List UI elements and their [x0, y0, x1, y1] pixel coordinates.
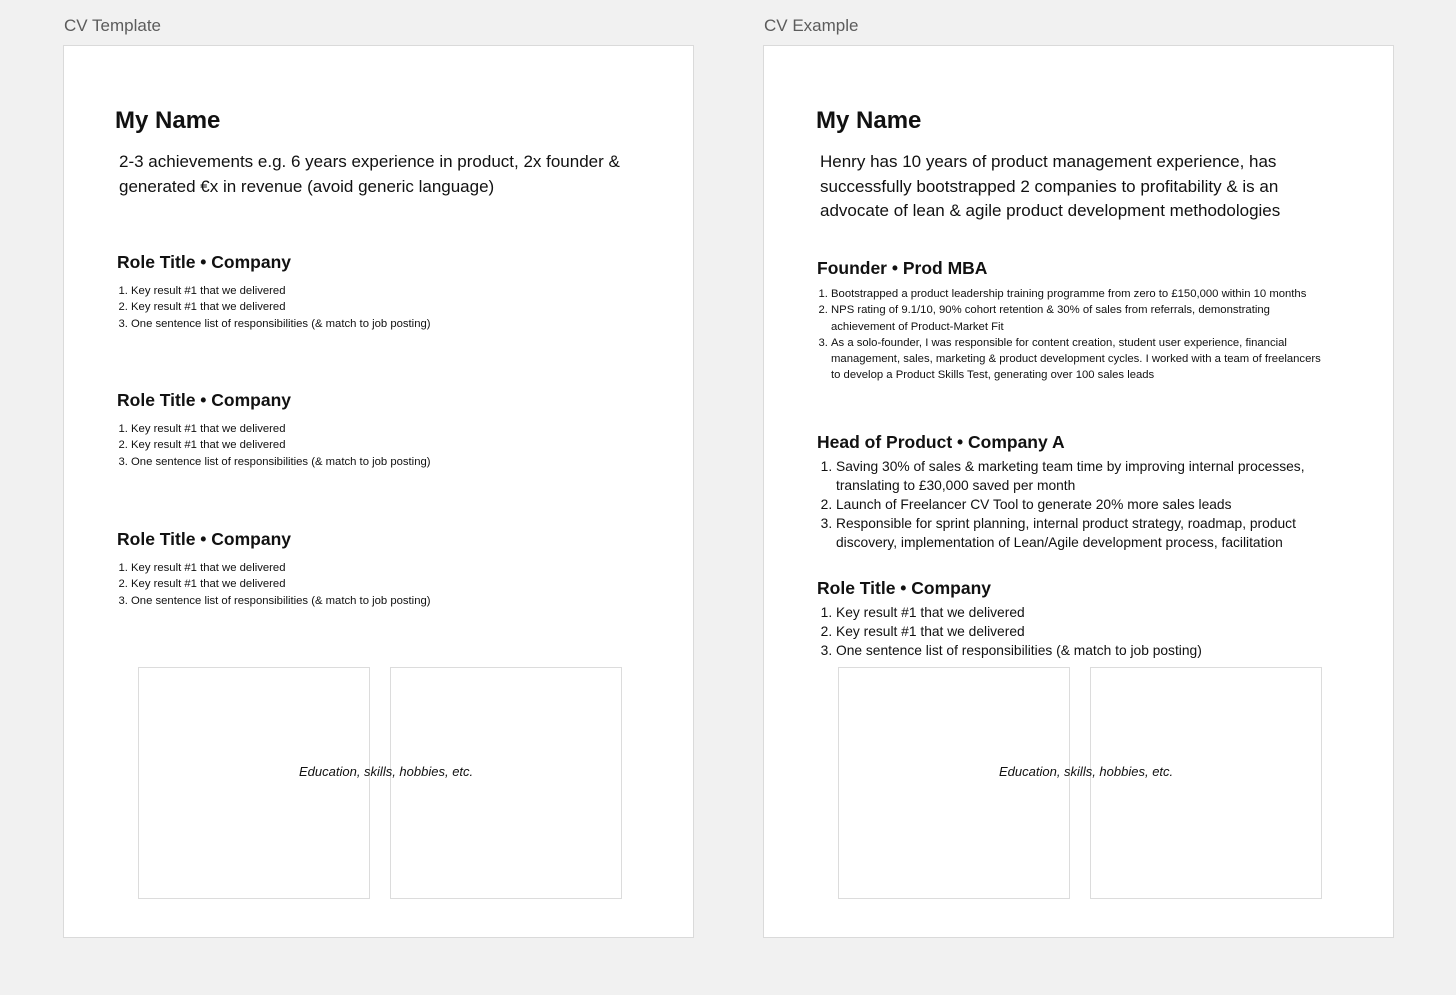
education-skills-caption: Education, skills, hobbies, etc. — [999, 764, 1174, 779]
cv-name-heading: My Name — [115, 107, 221, 134]
list-item: 2. Key result #1 that we delivered — [131, 576, 637, 592]
role-section — [117, 252, 637, 332]
education-skills-caption: Education, skills, hobbies, etc. — [299, 764, 474, 779]
role-title: Role Title • Company — [117, 529, 292, 549]
skills-box-right[interactable] — [390, 667, 622, 899]
list-item: 2. NPS rating of 9.1/10, 90% cohort retention & 30% of sales from referrals, demonstrating achievement of Product-Market Fit — [831, 302, 1327, 335]
key-results-list — [817, 286, 1327, 384]
list-item: 3. One sentence list of responsibilities (& match to job posting) — [131, 316, 637, 332]
cv-name-heading: My Name — [816, 107, 922, 134]
role-section — [117, 390, 637, 470]
list-item: 2. Key result #1 that we delivered — [836, 622, 1327, 641]
cv-template-page[interactable] — [63, 45, 694, 938]
skills-box-right[interactable] — [1090, 667, 1322, 899]
list-item: 1. Key result #1 that we delivered — [836, 603, 1327, 622]
list-item: 2. Launch of Freelancer CV Tool to generate 20% more sales leads — [836, 495, 1327, 514]
key-results-list — [117, 421, 637, 470]
list-item: 2. Key result #1 that we delivered — [131, 437, 637, 453]
role-section — [817, 258, 1327, 384]
frame-label-cv-example[interactable]: CV Example — [764, 16, 859, 35]
list-item: 3. One sentence list of responsibilities (& match to job posting) — [131, 454, 637, 470]
cv-summary: Henry has 10 years of product management experience, has successfully bootstrapped 2 companies to profitability & is an advocate of lean & agile product development methodologies — [820, 152, 1281, 220]
education-box-left[interactable] — [838, 667, 1070, 899]
key-results-list — [817, 457, 1327, 552]
list-item: 1. Key result #1 that we delivered — [131, 283, 637, 299]
list-item: 1. Key result #1 that we delivered — [131, 421, 637, 437]
role-section — [817, 578, 1327, 660]
list-item: 1. Saving 30% of sales & marketing team time by improving internal processes, translating to £30,000 saved per month — [836, 457, 1327, 495]
list-item: 3. One sentence list of responsibilities (& match to job posting) — [836, 641, 1327, 660]
list-item: 3. As a solo-founder, I was responsible for content creation, student user experience, financial management, sales, marketing & product development cycles. I worked with a team of freelancers to develop a Product Skills Test, generating over 100 sales leads — [831, 335, 1327, 384]
role-section — [117, 529, 637, 609]
role-title: Role Title • Company — [117, 390, 292, 410]
list-item: 3. Responsible for sprint planning, internal product strategy, roadmap, product discovery, implementation of Lean/Agile development process, facilitation — [836, 514, 1327, 552]
role-section — [817, 432, 1327, 552]
education-box-left[interactable] — [138, 667, 370, 899]
key-results-list — [117, 283, 637, 332]
role-title: Role Title • Company — [817, 578, 992, 598]
list-item: 1. Bootstrapped a product leadership training programme from zero to £150,000 within 10 months — [831, 286, 1327, 302]
role-title: Head of Product • Company A — [817, 432, 1065, 452]
key-results-list — [817, 603, 1327, 660]
key-results-list — [117, 560, 637, 609]
list-item: 3. One sentence list of responsibilities (& match to job posting) — [131, 593, 637, 609]
role-title: Founder • Prod MBA — [817, 258, 988, 278]
cv-example-page[interactable] — [763, 45, 1394, 938]
cv-summary: 2-3 achievements e.g. 6 years experience in product, 2x founder & generated €x in revenue (avoid generic language) — [119, 152, 620, 196]
list-item: 1. Key result #1 that we delivered — [131, 560, 637, 576]
role-title: Role Title • Company — [117, 252, 292, 272]
list-item: 2. Key result #1 that we delivered — [131, 299, 637, 315]
frame-label-cv-template[interactable]: CV Template — [64, 16, 162, 35]
